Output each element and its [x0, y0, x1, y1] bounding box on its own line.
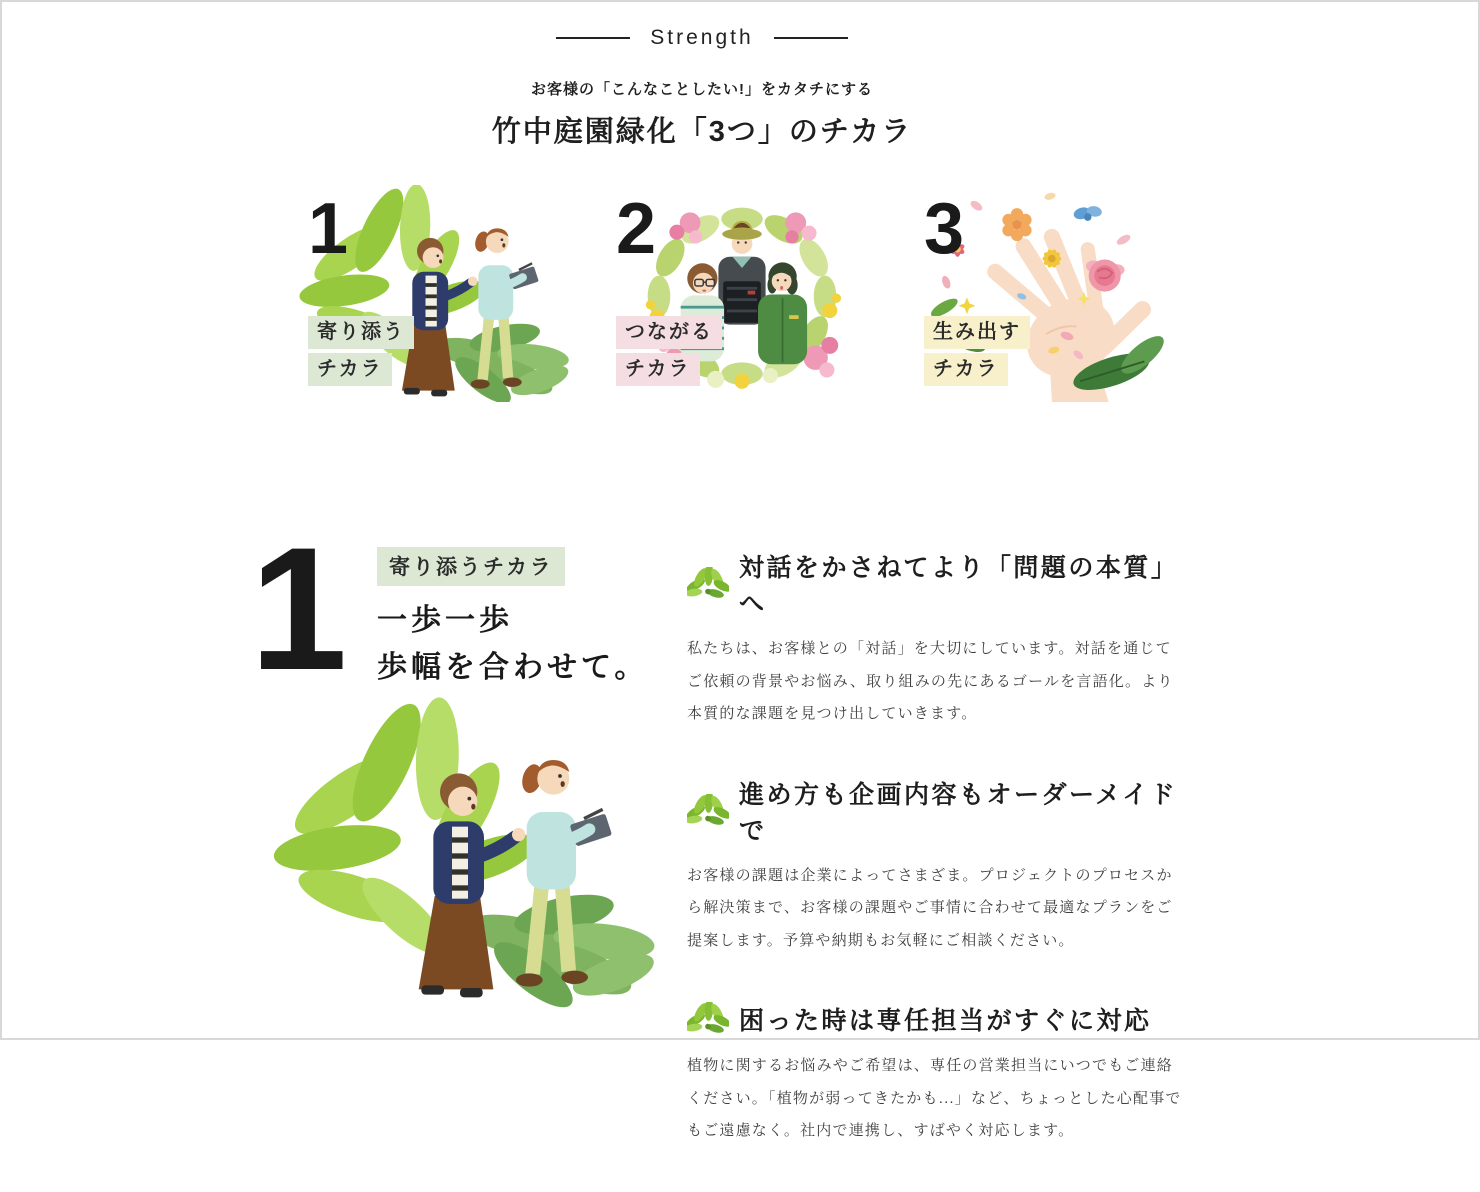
power-number-1: 1 — [308, 189, 349, 269]
feature-body: 植物に関するお悩みやご希望は、専任の営業担当にいつでもご連絡ください。「植物が弱ってきたかも...」など、ちょっとした心配事でもご遠慮なく。社内で連携し、すばやく対応します。 — [687, 1057, 1182, 1140]
section-label-row — [2, 26, 1402, 50]
section-label: Strength — [650, 26, 754, 49]
power-label-line1: 生み出す — [924, 316, 1030, 349]
detail-number: 1 — [250, 512, 348, 707]
power-card-2 — [600, 185, 884, 402]
detail-head — [377, 547, 677, 691]
feature-heading-row — [687, 775, 1187, 847]
power-card-3 — [908, 185, 1192, 402]
feature-heading: 困った時は専任担当がすぐに対応 — [739, 1007, 1152, 1036]
power-label-line2: チカラ — [616, 353, 700, 386]
powers-row — [292, 185, 1192, 402]
power-card-1 — [292, 185, 576, 402]
power-label-line1: つながる — [616, 316, 722, 349]
feature-heading: 進め方も企画内容もオーダーメイドで — [739, 780, 1178, 845]
power-label-line2: チカラ — [924, 353, 1008, 386]
power-label-line1: 寄り添う — [308, 316, 414, 349]
feature-body: 私たちは、お客様との「対話」を大切にしています。対話を通じてご依頼の背景やお悩み、取り組みの先にあるゴールを言語化。より本質的な課題を見つけ出していきます。 — [687, 640, 1174, 723]
features-column — [687, 548, 1187, 1192]
leaf-burst-icon — [687, 794, 729, 828]
power-label-line2: チカラ — [308, 353, 392, 386]
detail-heading — [377, 598, 677, 691]
power-labels-2 — [616, 312, 722, 386]
leaf-burst-icon — [687, 1002, 729, 1036]
detail-heading-line2: 歩幅を合わせて。 — [377, 650, 649, 684]
feature-block-1 — [687, 548, 1187, 731]
power-labels-3 — [924, 312, 1030, 386]
power-labels-1 — [308, 312, 414, 386]
power-number-3: 3 — [924, 189, 965, 269]
decorative-line-right — [774, 37, 848, 39]
feature-heading: 対話をかさねてより「問題の本質」へ — [739, 554, 1179, 618]
decorative-line-left — [556, 37, 630, 39]
section-title: 竹中庭園緑化「3つ」のチカラ — [491, 116, 913, 148]
feature-heading-row — [687, 548, 1187, 620]
section-subtitle: お客様の「こんなことしたい!」をカタチにする — [531, 81, 873, 98]
feature-block-2 — [687, 775, 1187, 958]
leaf-burst-icon — [687, 567, 729, 601]
section-header — [2, 26, 1402, 150]
feature-block-3 — [687, 1001, 1187, 1148]
two-people-leaves-illustration-large — [264, 696, 664, 1008]
feature-body: お客様の課題は企業によってさまざま。プロジェクトのプロセスから解決策まで、お客様の課題やご事情に合わせて最適なプランをご提案します。予算や納期もお気軽にご相談ください。 — [687, 866, 1173, 949]
detail-chip: 寄り添うチカラ — [377, 547, 565, 586]
power-number-2: 2 — [616, 189, 657, 269]
feature-heading-row — [687, 1001, 1187, 1037]
detail-heading-line1: 一歩一歩 — [377, 604, 513, 637]
